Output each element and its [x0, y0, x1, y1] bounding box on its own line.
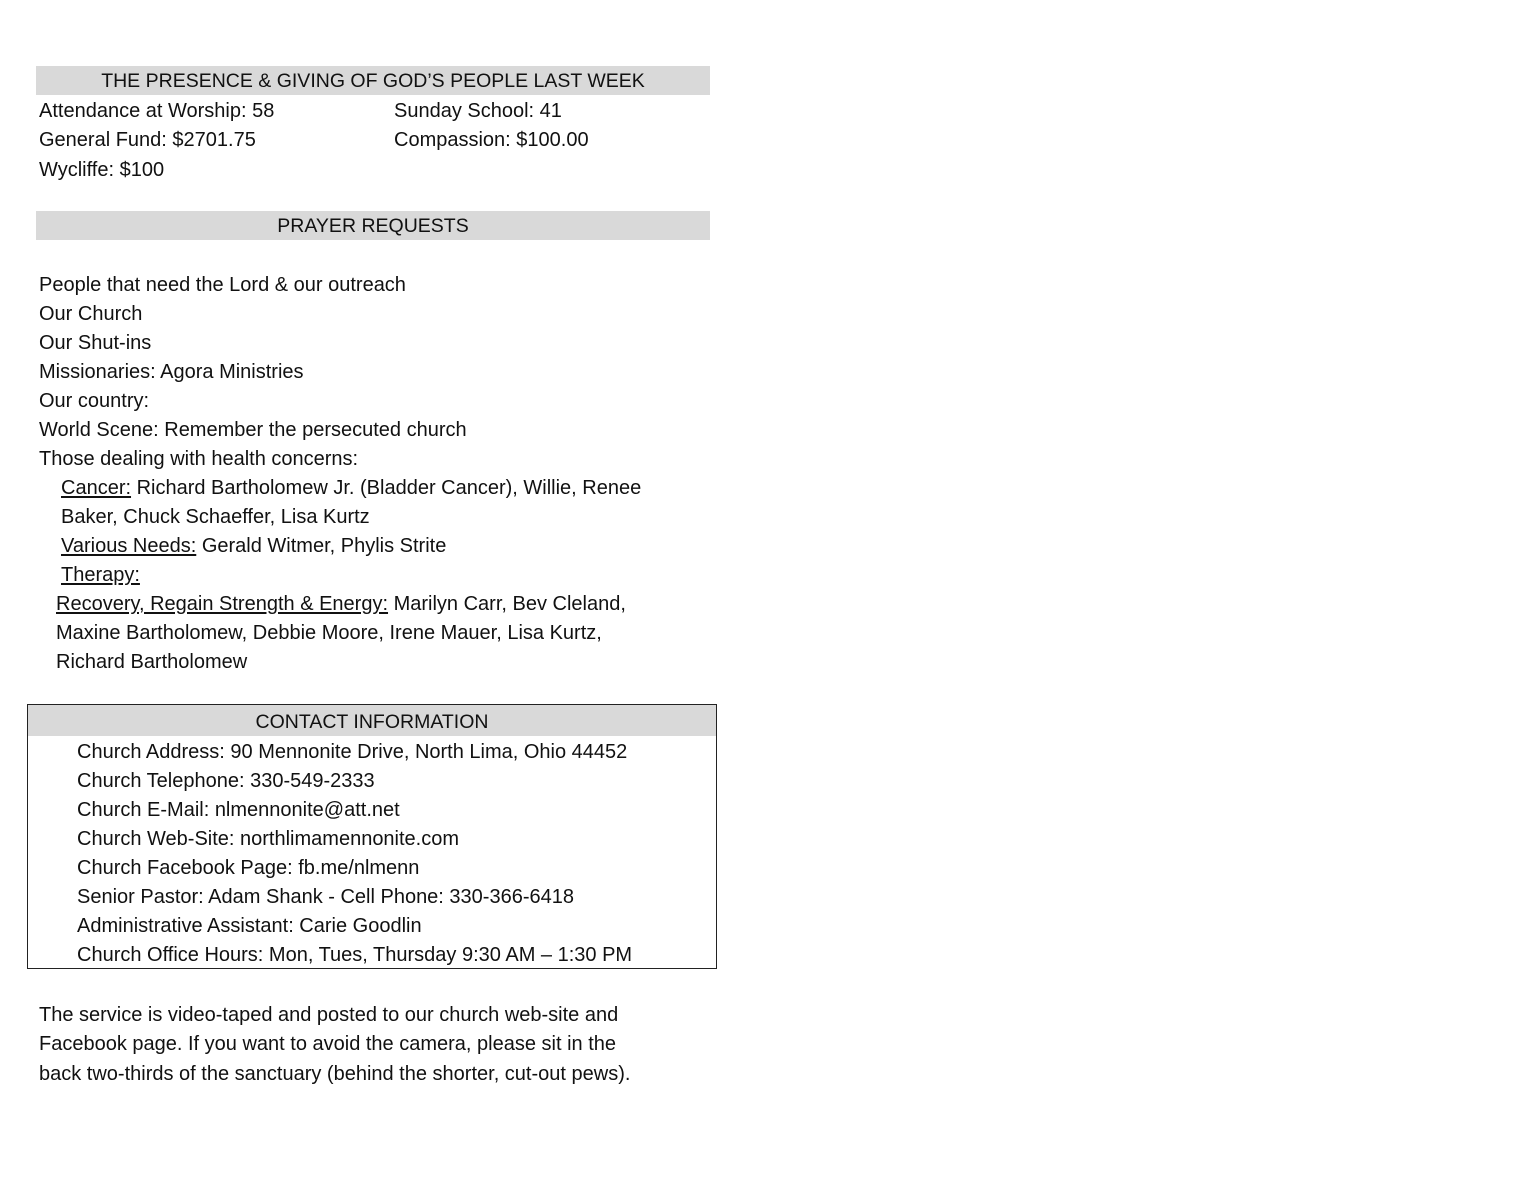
prayer-header: PRAYER REQUESTS	[36, 211, 710, 240]
church-telephone: Church Telephone: 330-549-2333	[77, 770, 375, 792]
prayer-item: Our Shut-ins	[39, 332, 152, 354]
church-website: Church Web-Site: northlimamennonite.com	[77, 828, 460, 850]
recovery-names-cont: Maxine Bartholomew, Debbie Moore, Irene Mauer, Lisa Kurtz,	[56, 622, 602, 644]
prayer-item: World Scene: Remember the persecuted church	[39, 419, 467, 441]
various-needs-names: Gerald Witmer, Phylis Strite	[196, 535, 447, 557]
prayer-item: People that need the Lord & our outreach	[39, 274, 406, 296]
video-notice-line: back two-thirds of the sanctuary (behind the shorter, cut-out pews).	[39, 1063, 631, 1085]
sunday-school-text: Sunday School: 41	[394, 100, 562, 122]
prayer-item: Those dealing with health concerns:	[39, 448, 359, 470]
church-facebook: Church Facebook Page: fb.me/nlmenn	[77, 857, 420, 879]
presence-header: THE PRESENCE & GIVING OF GOD’S PEOPLE LAST WEEK	[36, 66, 710, 95]
recovery-names-cont: Richard Bartholomew	[56, 651, 248, 673]
cancer-names: Richard Bartholomew Jr. (Bladder Cancer), Willie, Renee	[131, 477, 642, 499]
cancer-label: Cancer:	[61, 477, 132, 499]
general-fund-text: General Fund: $2701.75	[39, 129, 256, 151]
various-needs-label: Various Needs:	[61, 535, 197, 557]
cancer-names-cont: Baker, Chuck Schaeffer, Lisa Kurtz	[61, 506, 370, 528]
wycliffe-text: Wycliffe: $100	[39, 159, 165, 181]
contact-header: CONTACT INFORMATION	[28, 705, 716, 736]
compassion-text: Compassion: $100.00	[394, 129, 589, 151]
admin-assistant: Administrative Assistant: Carie Goodlin	[77, 915, 422, 937]
therapy-label: Therapy:	[61, 564, 140, 586]
various-needs-line	[61, 534, 446, 558]
church-email: Church E-Mail: nlmennonite@att.net	[77, 799, 400, 821]
cancer-line	[61, 476, 641, 500]
video-notice-line: The service is video-taped and posted to our church web-site and	[39, 1004, 619, 1026]
prayer-item: Our country:	[39, 390, 150, 412]
church-address: Church Address: 90 Mennonite Drive, North Lima, Ohio 44452	[77, 741, 628, 763]
office-hours: Church Office Hours: Mon, Tues, Thursday 9:30 AM – 1:30 PM	[77, 944, 633, 966]
recovery-line	[56, 592, 626, 616]
prayer-item: Our Church	[39, 303, 143, 325]
contact-box	[27, 704, 717, 969]
video-notice-line: Facebook page. If you want to avoid the camera, please sit in the	[39, 1033, 617, 1055]
recovery-label: Recovery, Regain Strength & Energy:	[56, 593, 389, 615]
therapy-line	[61, 563, 140, 587]
prayer-item: Missionaries: Agora Ministries	[39, 361, 304, 383]
attendance-text: Attendance at Worship: 58	[39, 100, 275, 122]
recovery-names: Marilyn Carr, Bev Cleland,	[388, 593, 626, 615]
senior-pastor: Senior Pastor: Adam Shank - Cell Phone: 330-366-6418	[77, 886, 574, 908]
